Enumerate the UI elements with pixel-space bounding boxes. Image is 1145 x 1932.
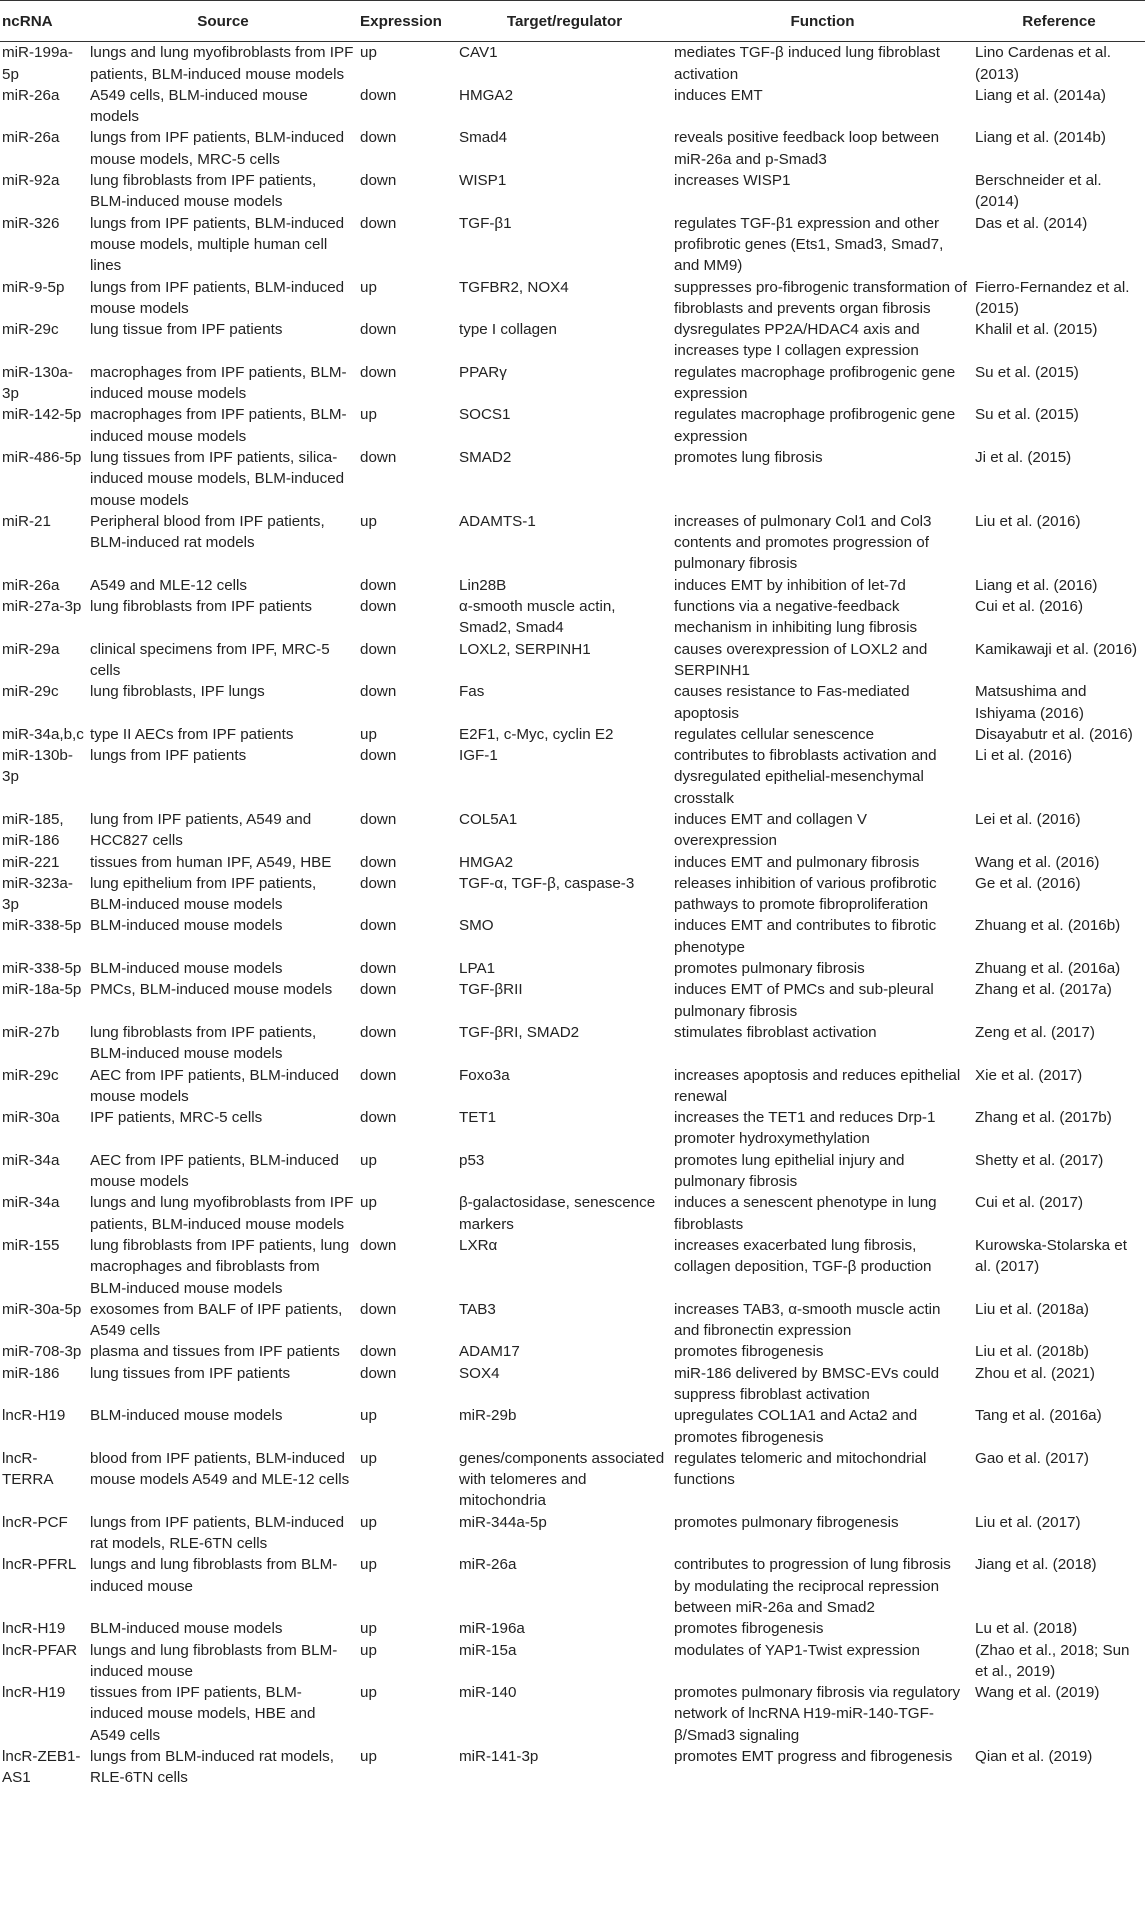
table-row bbox=[0, 1363, 1145, 1406]
cell-function: increases apoptosis and reduces epithelial renewal bbox=[674, 1066, 961, 1105]
cell-target: CAV1 bbox=[459, 44, 498, 62]
cell-expression: down bbox=[360, 598, 397, 616]
cell-expression: up bbox=[360, 1513, 377, 1531]
cell-ncrna: miR-29c bbox=[2, 321, 59, 339]
cell-ncrna: miR-186 bbox=[2, 1364, 60, 1382]
table-row bbox=[0, 873, 1145, 916]
cell-expression: down bbox=[360, 214, 397, 232]
cell-function: modulates of YAP1-Twist expression bbox=[674, 1641, 920, 1659]
cell-source: BLM-induced mouse models bbox=[90, 1620, 283, 1638]
header-ncrna: ncRNA bbox=[0, 1, 88, 42]
cell-function: suppresses pro-fibrogenic transformation of fibroblasts and prevents organ fibrosis bbox=[674, 278, 967, 317]
cell-reference: Zhuang et al. (2016a) bbox=[975, 960, 1121, 978]
cell-ncrna: miR-26a bbox=[2, 576, 60, 594]
cell-expression: up bbox=[360, 1748, 377, 1766]
cell-source: macrophages from IPF patients, BLM-induced mouse models bbox=[90, 406, 347, 445]
table-row bbox=[0, 1150, 1145, 1193]
cell-function: induces a senescent phenotype in lung fibroblasts bbox=[674, 1194, 937, 1233]
cell-reference: Zhang et al. (2017b) bbox=[975, 1109, 1112, 1127]
cell-function: promotes lung fibrosis bbox=[674, 448, 823, 466]
cell-expression: up bbox=[360, 1407, 377, 1425]
cell-expression: down bbox=[360, 1364, 397, 1382]
cell-expression: down bbox=[360, 747, 397, 765]
cell-target: Fas bbox=[459, 683, 485, 701]
cell-source: lungs and lung fibroblasts from BLM-induced mouse bbox=[90, 1556, 338, 1595]
cell-expression: down bbox=[360, 1066, 397, 1084]
cell-reference: Qian et al. (2019) bbox=[975, 1748, 1093, 1766]
cell-function: increases TAB3, α-smooth muscle actin and fibronectin expression bbox=[674, 1300, 941, 1340]
cell-expression: up bbox=[360, 1194, 377, 1212]
cell-target: SMO bbox=[459, 917, 494, 935]
header-target: Target/regulator bbox=[457, 1, 672, 42]
table-row bbox=[0, 745, 1145, 809]
cell-ncrna: miR-338-5p bbox=[2, 917, 82, 935]
cell-ncrna: lncR-ZEB1-AS1 bbox=[2, 1748, 81, 1787]
cell-expression: down bbox=[360, 576, 397, 594]
cell-source: type II AECs from IPF patients bbox=[90, 725, 294, 743]
cell-source: BLM-induced mouse models bbox=[90, 917, 283, 935]
cell-reference: Ji et al. (2015) bbox=[975, 448, 1072, 466]
cell-expression: up bbox=[360, 1449, 377, 1467]
table-row bbox=[0, 1554, 1145, 1618]
cell-expression: up bbox=[360, 1684, 377, 1702]
table-row bbox=[0, 404, 1145, 447]
cell-function: reveals positive feedback loop between miR-26a and p-Smad3 bbox=[674, 129, 940, 168]
cell-source: tissues from IPF patients, BLM-induced mouse models, HBE and A549 cells bbox=[90, 1684, 316, 1744]
header-expression: Expression bbox=[358, 1, 457, 42]
cell-expression: down bbox=[360, 321, 397, 339]
cell-reference: Liu et al. (2018b) bbox=[975, 1343, 1089, 1361]
cell-expression: down bbox=[360, 129, 397, 147]
cell-source: AEC from IPF patients, BLM-induced mouse models bbox=[90, 1066, 340, 1105]
cell-target: type I collagen bbox=[459, 321, 557, 339]
cell-target: TGF-α, TGF-β, caspase-3 bbox=[459, 874, 635, 892]
cell-function: regulates cellular senescence bbox=[674, 725, 875, 743]
cell-ncrna: lncR-H19 bbox=[2, 1684, 66, 1702]
cell-target: LOXL2, SERPINH1 bbox=[459, 640, 591, 658]
cell-reference: Cui et al. (2017) bbox=[975, 1194, 1084, 1212]
cell-reference: Ge et al. (2016) bbox=[975, 874, 1081, 892]
cell-reference: Fierro-Fernandez et al. (2015) bbox=[975, 278, 1130, 317]
table-row bbox=[0, 1107, 1145, 1150]
table-row bbox=[0, 1405, 1145, 1448]
cell-target: TGFBR2, NOX4 bbox=[459, 278, 569, 296]
cell-expression: down bbox=[360, 683, 397, 701]
cell-ncrna: miR-142-5p bbox=[2, 406, 82, 424]
table-row bbox=[0, 979, 1145, 1022]
cell-expression: down bbox=[360, 1023, 397, 1041]
cell-ncrna: miR-9-5p bbox=[2, 278, 65, 296]
table-row bbox=[0, 1448, 1145, 1512]
cell-source: lung from IPF patients, A549 and HCC827 cells bbox=[90, 810, 312, 850]
cell-expression: down bbox=[360, 448, 397, 466]
cell-ncrna: lncR-TERRA bbox=[2, 1449, 54, 1489]
cell-expression: down bbox=[360, 960, 397, 978]
cell-ncrna: miR-221 bbox=[2, 853, 60, 871]
cell-function: increases of pulmonary Col1 and Col3 contents and promotes progression of pulmonary fibrosis bbox=[674, 512, 932, 573]
cell-target: IGF-1 bbox=[459, 747, 498, 765]
cell-reference: (Zhao et al., 2018; Sun et al., 2019) bbox=[975, 1641, 1130, 1680]
cell-target: β-galactosidase, senescence markers bbox=[459, 1194, 656, 1233]
cell-source: lung epithelium from IPF patients, BLM-induced mouse models bbox=[90, 874, 317, 914]
cell-source: lung tissues from IPF patients bbox=[90, 1364, 291, 1382]
cell-expression: down bbox=[360, 853, 397, 871]
cell-reference: Zeng et al. (2017) bbox=[975, 1023, 1095, 1041]
cell-target: miR-344a-5p bbox=[459, 1513, 547, 1531]
cell-reference: Lu et al. (2018) bbox=[975, 1620, 1078, 1638]
cell-target: COL5A1 bbox=[459, 810, 518, 828]
table-row bbox=[0, 277, 1145, 320]
cell-reference: Zhang et al. (2017a) bbox=[975, 981, 1112, 999]
cell-reference: Khalil et al. (2015) bbox=[975, 321, 1098, 339]
table-row bbox=[0, 1299, 1145, 1342]
cell-expression: down bbox=[360, 981, 397, 999]
cell-ncrna: miR-27b bbox=[2, 1023, 60, 1041]
cell-reference: Kurowska-Stolarska et al. (2017) bbox=[975, 1236, 1127, 1276]
cell-function: induces EMT of PMCs and sub-pleural pulmonary fibrosis bbox=[674, 981, 934, 1020]
cell-function: regulates macrophage profibrogenic gene expression bbox=[674, 363, 956, 403]
cell-source: A549 cells, BLM-induced mouse models bbox=[90, 86, 308, 126]
table-row bbox=[0, 1065, 1145, 1108]
cell-source: plasma and tissues from IPF patients bbox=[90, 1343, 340, 1361]
table-row bbox=[0, 681, 1145, 724]
table-row bbox=[0, 958, 1145, 979]
cell-ncrna: miR-323a-3p bbox=[2, 874, 73, 914]
cell-ncrna: miR-130a-3p bbox=[2, 363, 73, 403]
cell-ncrna: miR-30a-5p bbox=[2, 1300, 82, 1318]
cell-reference: Gao et al. (2017) bbox=[975, 1449, 1089, 1467]
table-row bbox=[0, 1746, 1145, 1789]
cell-expression: down bbox=[360, 86, 397, 104]
cell-function: increases WISP1 bbox=[674, 172, 791, 190]
cell-target: PPARγ bbox=[459, 363, 507, 381]
cell-function: promotes lung epithelial injury and pulmonary fibrosis bbox=[674, 1151, 905, 1191]
cell-function: upregulates COL1A1 and Acta2 and promotes fibrogenesis bbox=[674, 1407, 918, 1446]
table-row bbox=[0, 511, 1145, 575]
cell-target: ADAMTS-1 bbox=[459, 512, 536, 530]
cell-ncrna: miR-34a bbox=[2, 1194, 60, 1212]
cell-ncrna: miR-185, miR-186 bbox=[2, 810, 64, 850]
table-row bbox=[0, 596, 1145, 639]
cell-ncrna: miR-199a-5p bbox=[2, 44, 73, 83]
cell-function: promotes fibrogenesis bbox=[674, 1620, 824, 1638]
cell-ncrna: miR-34a bbox=[2, 1151, 60, 1169]
cell-reference: Lei et al. (2016) bbox=[975, 810, 1081, 828]
table-row bbox=[0, 852, 1145, 873]
cell-target: TET1 bbox=[459, 1109, 497, 1127]
table-row bbox=[0, 1022, 1145, 1065]
cell-function: miR-186 delivered by BMSC-EVs could suppress fibroblast activation bbox=[674, 1364, 940, 1403]
cell-function: dysregulates PP2A/HDAC4 axis and increases type I collagen expression bbox=[674, 321, 920, 360]
cell-target: HMGA2 bbox=[459, 86, 514, 104]
cell-target: Smad4 bbox=[459, 129, 508, 147]
cell-target: ADAM17 bbox=[459, 1343, 520, 1361]
table-header bbox=[0, 1, 1145, 42]
cell-source: lungs from IPF patients bbox=[90, 747, 247, 765]
header-reference: Reference bbox=[973, 1, 1145, 42]
cell-ncrna: miR-130b-3p bbox=[2, 747, 73, 786]
cell-source: lungs from BLM-induced rat models, RLE-6TN cells bbox=[90, 1748, 334, 1787]
cell-function: increases exacerbated lung fibrosis, collagen deposition, TGF-β production bbox=[674, 1236, 932, 1276]
cell-expression: up bbox=[360, 406, 377, 424]
cell-ncrna: miR-27a-3p bbox=[2, 598, 82, 616]
cell-reference: Cui et al. (2016) bbox=[975, 598, 1084, 616]
cell-ncrna: miR-26a bbox=[2, 86, 60, 104]
cell-function: causes overexpression of LOXL2 and SERPINH1 bbox=[674, 640, 928, 679]
cell-source: clinical specimens from IPF, MRC-5 cells bbox=[90, 640, 330, 679]
table-row bbox=[0, 809, 1145, 852]
cell-reference: Berschneider et al. (2014) bbox=[975, 172, 1102, 211]
cell-ncrna: miR-34a,b,c bbox=[2, 725, 84, 743]
cell-target: miR-15a bbox=[459, 1641, 517, 1659]
cell-reference: Liang et al. (2016) bbox=[975, 576, 1098, 594]
cell-reference: Matsushima and Ishiyama (2016) bbox=[975, 683, 1087, 722]
cell-target: LPA1 bbox=[459, 960, 496, 978]
cell-expression: up bbox=[360, 512, 377, 530]
table-row bbox=[0, 1618, 1145, 1639]
cell-source: lungs and lung myofibroblasts from IPF patients, BLM-induced mouse models bbox=[90, 1194, 354, 1233]
cell-source: lung fibroblasts, IPF lungs bbox=[90, 683, 265, 701]
cell-ncrna: miR-29c bbox=[2, 683, 59, 701]
cell-source: lung tissues from IPF patients, silica-induced mouse models, BLM-induced mouse models bbox=[90, 448, 345, 509]
cell-reference: Kamikawaji et al. (2016) bbox=[975, 640, 1138, 658]
table-row bbox=[0, 1341, 1145, 1362]
cell-ncrna: miR-29c bbox=[2, 1066, 59, 1084]
table-row bbox=[0, 127, 1145, 170]
cell-function: increases the TET1 and reduces Drp-1 promoter hydroxymethylation bbox=[674, 1109, 936, 1148]
cell-function: promotes pulmonary fibrosis via regulatory network of lncRNA H19-miR-140-TGF-β/Smad3 signaling bbox=[674, 1684, 961, 1744]
table-row bbox=[0, 319, 1145, 362]
table-row bbox=[0, 85, 1145, 128]
cell-function: causes resistance to Fas-mediated apoptosis bbox=[674, 683, 910, 722]
cell-source: lung fibroblasts from IPF patients bbox=[90, 598, 313, 616]
table-row bbox=[0, 1235, 1145, 1299]
cell-expression: up bbox=[360, 1151, 377, 1169]
cell-expression: down bbox=[360, 1236, 397, 1254]
cell-source: lung fibroblasts from IPF patients, lung macrophages and fibroblasts from BLM-induced mouse models bbox=[90, 1236, 350, 1297]
cell-reference: Liang et al. (2014b) bbox=[975, 129, 1106, 147]
cell-function: promotes fibrogenesis bbox=[674, 1343, 824, 1361]
cell-source: lungs and lung myofibroblasts from IPF patients, BLM-induced mouse models bbox=[90, 44, 354, 83]
cell-ncrna: miR-708-3p bbox=[2, 1343, 82, 1361]
cell-function: induces EMT and pulmonary fibrosis bbox=[674, 853, 920, 871]
cell-function: contributes to progression of lung fibrosis by modulating the reciprocal repression between miR-26a and Smad2 bbox=[674, 1556, 951, 1616]
cell-function: regulates macrophage profibrogenic gene expression bbox=[674, 406, 956, 445]
cell-reference: Liang et al. (2014a) bbox=[975, 86, 1106, 104]
table-body bbox=[0, 42, 1145, 1789]
cell-source: Peripheral blood from IPF patients, BLM-induced rat models bbox=[90, 512, 325, 552]
cell-source: tissues from human IPF, A549, HBE bbox=[90, 853, 332, 871]
cell-expression: down bbox=[360, 1109, 397, 1127]
cell-source: lung tissue from IPF patients bbox=[90, 321, 283, 339]
cell-target: miR-196a bbox=[459, 1620, 525, 1638]
cell-ncrna: miR-326 bbox=[2, 214, 60, 232]
cell-target: LXRα bbox=[459, 1236, 498, 1254]
cell-reference: Disayabutr et al. (2016) bbox=[975, 725, 1133, 743]
table-row bbox=[0, 1640, 1145, 1683]
cell-function: promotes EMT progress and fibrogenesis bbox=[674, 1748, 953, 1766]
cell-ncrna: miR-21 bbox=[2, 512, 51, 530]
cell-function: induces EMT by inhibition of let-7d bbox=[674, 576, 906, 594]
cell-reference: Su et al. (2015) bbox=[975, 363, 1079, 381]
cell-target: α-smooth muscle actin, Smad2, Smad4 bbox=[459, 598, 616, 637]
cell-reference: Jiang et al. (2018) bbox=[975, 1556, 1097, 1574]
cell-source: lung fibroblasts from IPF patients, BLM-induced mouse models bbox=[90, 172, 317, 211]
cell-target: E2F1, c-Myc, cyclin E2 bbox=[459, 725, 614, 743]
cell-source: AEC from IPF patients, BLM-induced mouse models bbox=[90, 1151, 340, 1191]
cell-expression: up bbox=[360, 1556, 377, 1574]
cell-ncrna: miR-18a-5p bbox=[2, 981, 82, 999]
cell-expression: down bbox=[360, 363, 397, 381]
cell-function: stimulates fibroblast activation bbox=[674, 1023, 877, 1041]
cell-function: induces EMT bbox=[674, 86, 763, 104]
cell-ncrna: lncR-PCF bbox=[2, 1513, 68, 1531]
cell-expression: down bbox=[360, 172, 397, 190]
table-row bbox=[0, 362, 1145, 405]
cell-ncrna: lncR-PFRL bbox=[2, 1556, 77, 1574]
cell-reference: Xie et al. (2017) bbox=[975, 1066, 1083, 1084]
cell-ncrna: miR-155 bbox=[2, 1236, 60, 1254]
cell-function: contributes to fibroblasts activation and dysregulated epithelial-mesenchymal crosstalk bbox=[674, 747, 937, 807]
cell-target: SMAD2 bbox=[459, 448, 512, 466]
cell-function: functions via a negative-feedback mechanism in inhibiting lung fibrosis bbox=[674, 598, 918, 637]
table-row bbox=[0, 639, 1145, 682]
cell-reference: Li et al. (2016) bbox=[975, 747, 1073, 765]
cell-target: TGF-βRI, SMAD2 bbox=[459, 1023, 580, 1041]
cell-source: exosomes from BALF of IPF patients, A549 cells bbox=[90, 1300, 343, 1340]
cell-ncrna: miR-92a bbox=[2, 172, 60, 190]
cell-reference: Das et al. (2014) bbox=[975, 214, 1088, 232]
cell-function: releases inhibition of various profibrotic pathways to promote fibroproliferation bbox=[674, 874, 937, 914]
table-row bbox=[0, 724, 1145, 745]
cell-ncrna: miR-26a bbox=[2, 129, 60, 147]
cell-reference: Zhuang et al. (2016b) bbox=[975, 917, 1121, 935]
cell-expression: down bbox=[360, 1300, 397, 1318]
cell-reference: Shetty et al. (2017) bbox=[975, 1151, 1104, 1169]
cell-source: lungs from IPF patients, BLM-induced mouse models, MRC-5 cells bbox=[90, 129, 345, 168]
cell-expression: down bbox=[360, 640, 397, 658]
table-row bbox=[0, 575, 1145, 596]
cell-target: TGF-β1 bbox=[459, 214, 512, 232]
table-row bbox=[0, 1192, 1145, 1235]
cell-function: mediates TGF-β induced lung fibroblast activation bbox=[674, 44, 940, 83]
cell-function: induces EMT and contributes to fibrotic phenotype bbox=[674, 917, 937, 956]
cell-target: SOCS1 bbox=[459, 406, 511, 424]
cell-target: miR-29b bbox=[459, 1407, 517, 1425]
cell-reference: Wang et al. (2019) bbox=[975, 1684, 1100, 1702]
cell-source: PMCs, BLM-induced mouse models bbox=[90, 981, 333, 999]
cell-target: Foxo3a bbox=[459, 1066, 510, 1084]
cell-expression: down bbox=[360, 917, 397, 935]
cell-expression: up bbox=[360, 1620, 377, 1638]
cell-source: lungs from IPF patients, BLM-induced mouse models, multiple human cell lines bbox=[90, 214, 345, 275]
cell-ncrna: miR-338-5p bbox=[2, 960, 82, 978]
cell-ncrna: miR-29a bbox=[2, 640, 60, 658]
cell-source: blood from IPF patients, BLM-induced mouse models A549 and MLE-12 cells bbox=[90, 1449, 350, 1489]
cell-expression: up bbox=[360, 1641, 377, 1659]
header-function: Function bbox=[672, 1, 973, 42]
cell-expression: down bbox=[360, 810, 397, 828]
cell-target: SOX4 bbox=[459, 1364, 500, 1382]
cell-source: lungs from IPF patients, BLM-induced rat models, RLE-6TN cells bbox=[90, 1513, 345, 1553]
cell-source: A549 and MLE-12 cells bbox=[90, 576, 248, 594]
table-row bbox=[0, 170, 1145, 213]
cell-expression: up bbox=[360, 44, 377, 62]
cell-ncrna: miR-30a bbox=[2, 1109, 60, 1127]
cell-source: lung fibroblasts from IPF patients, BLM-induced mouse models bbox=[90, 1023, 317, 1063]
cell-expression: up bbox=[360, 278, 377, 296]
cell-source: lungs from IPF patients, BLM-induced mouse models bbox=[90, 278, 345, 317]
cell-source: BLM-induced mouse models bbox=[90, 960, 283, 978]
cell-reference: Lino Cardenas et al. (2013) bbox=[975, 44, 1111, 83]
cell-function: promotes pulmonary fibrogenesis bbox=[674, 1513, 899, 1531]
header-source: Source bbox=[88, 1, 358, 42]
cell-reference: Zhou et al. (2021) bbox=[975, 1364, 1095, 1382]
cell-ncrna: lncR-H19 bbox=[2, 1407, 66, 1425]
cell-target: WISP1 bbox=[459, 172, 507, 190]
table-row bbox=[0, 447, 1145, 511]
cell-function: regulates TGF-β1 expression and other profibrotic genes (Ets1, Smad3, Smad7, and MM9) bbox=[674, 214, 944, 275]
cell-target: miR-141-3p bbox=[459, 1748, 539, 1766]
cell-expression: up bbox=[360, 725, 377, 743]
cell-reference: Tang et al. (2016a) bbox=[975, 1407, 1102, 1425]
cell-ncrna: miR-486-5p bbox=[2, 448, 82, 466]
table-row bbox=[0, 915, 1145, 958]
cell-function: induces EMT and collagen V overexpression bbox=[674, 810, 868, 850]
table-row bbox=[0, 1682, 1145, 1746]
cell-reference: Liu et al. (2017) bbox=[975, 1513, 1081, 1531]
cell-reference: Liu et al. (2016) bbox=[975, 512, 1081, 530]
cell-target: TGF-βRII bbox=[459, 981, 523, 999]
cell-target: Lin28B bbox=[459, 576, 507, 594]
cell-target: miR-26a bbox=[459, 1556, 517, 1574]
cell-target: miR-140 bbox=[459, 1684, 517, 1702]
cell-function: regulates telomeric and mitochondrial functions bbox=[674, 1449, 927, 1489]
header-row bbox=[0, 1, 1145, 42]
cell-reference: Su et al. (2015) bbox=[975, 406, 1079, 424]
cell-ncrna: lncR-H19 bbox=[2, 1620, 66, 1638]
cell-reference: Wang et al. (2016) bbox=[975, 853, 1100, 871]
cell-expression: down bbox=[360, 1343, 397, 1361]
table-row bbox=[0, 42, 1145, 85]
cell-target: p53 bbox=[459, 1151, 485, 1169]
cell-source: BLM-induced mouse models bbox=[90, 1407, 283, 1425]
table-row bbox=[0, 1512, 1145, 1555]
cell-target: HMGA2 bbox=[459, 853, 514, 871]
cell-source: lungs and lung fibroblasts from BLM-induced mouse bbox=[90, 1641, 338, 1680]
cell-target: TAB3 bbox=[459, 1300, 496, 1318]
cell-function: promotes pulmonary fibrosis bbox=[674, 960, 865, 978]
cell-reference: Liu et al. (2018a) bbox=[975, 1300, 1089, 1318]
table-row bbox=[0, 213, 1145, 277]
cell-expression: down bbox=[360, 874, 397, 892]
cell-source: IPF patients, MRC-5 cells bbox=[90, 1109, 263, 1127]
cell-target: genes/components associated with telomeres and mitochondria bbox=[459, 1449, 665, 1510]
cell-ncrna: lncR-PFAR bbox=[2, 1641, 78, 1659]
cell-source: macrophages from IPF patients, BLM-induced mouse models bbox=[90, 363, 347, 403]
